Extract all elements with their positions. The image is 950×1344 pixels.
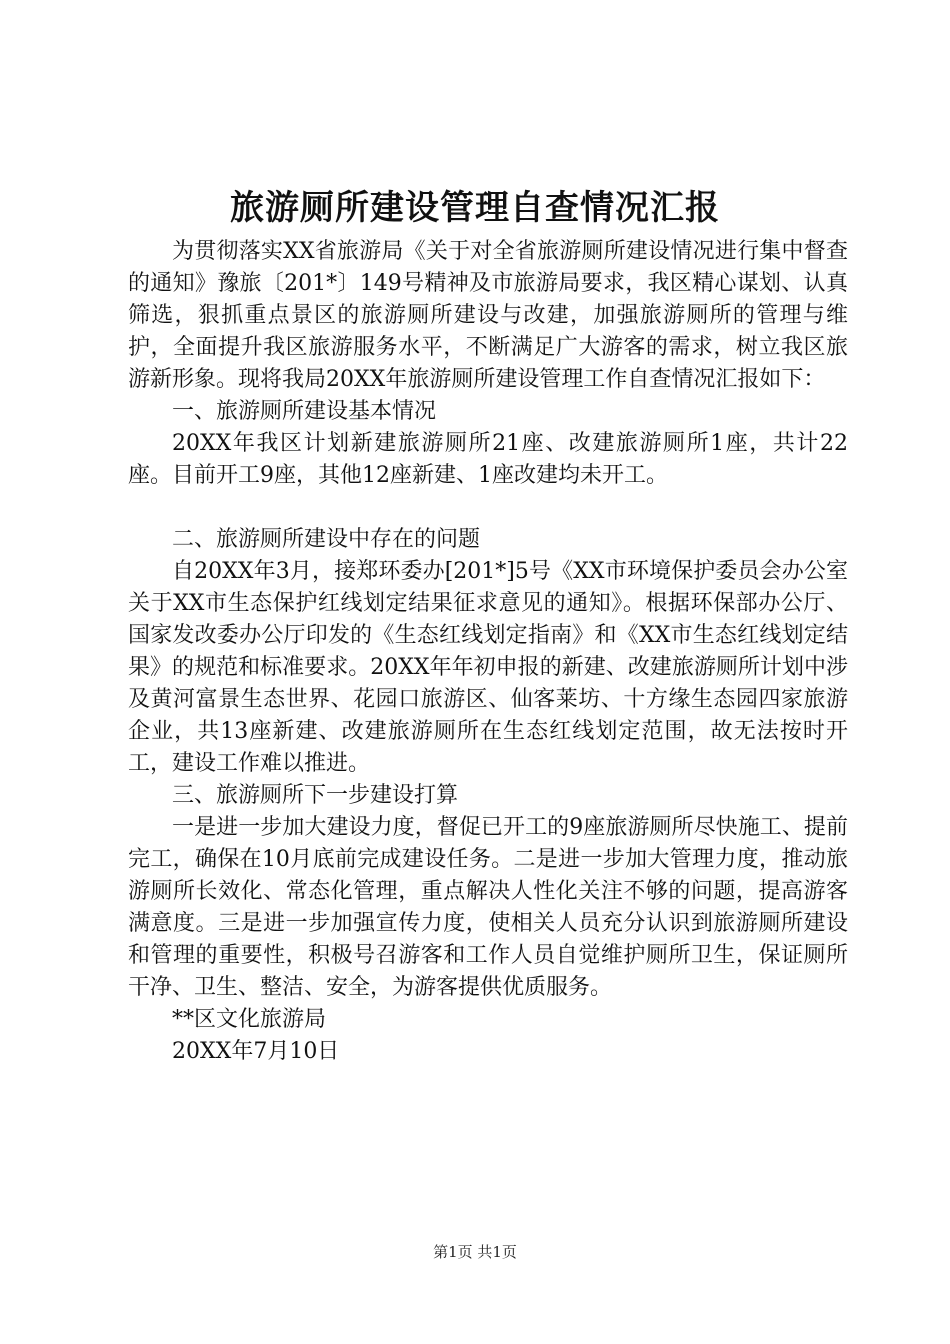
intro-paragraph: 为贯彻落实XX省旅游局《关于对全省旅游厕所建设情况进行集中督查的通知》豫旅〔201*〕149号精神及市旅游局要求，我区精心谋划、认真筛选，狠抓重点景区的旅游厕所建设与改建，加强旅游厕所的管理与维护，全面提升我区旅游服务水平，不断满足广大游客的需求，树立我区旅游新形象。现将我局20XX年旅游厕所建设管理工作自查情况汇报如下： [128,239,848,392]
date-line: 20XX年7月10日 [172,1039,340,1064]
section-2-paragraph: 自20XX年3月，接郑环委办[201*]5号《XX市环境保护委员会办公室关于XX市生态保护红线划定结果征求意见的通知》。根据环保部办公厅、国家发改委办公厅印发的《生态红线划定指南》和《XX市生态红线划定结果》的规范和标准要求。20XX年年初申报的新建、改建旅游厕所计划中涉及黄河富景生态世界、花园口旅游区、仙客莱坊、十方缘生态园四家旅游企业，共13座新建、改建旅游厕所在生态红线划定范围，故无法按时开工，建设工作难以推进。 [128,559,848,776]
signature-line: **区文化旅游局 [172,1007,327,1032]
document-body [128,236,848,1068]
section-1-heading: 一、旅游厕所建设基本情况 [172,399,437,424]
section-3-paragraph: 一是进一步加大建设力度，督促已开工的9座旅游厕所尽快施工、提前完工，确保在10月底前完成建设任务。二是进一步加大管理力度，推动旅游厕所长效化、常态化管理，重点解决人性化关注不够的问题，提高游客满意度。三是进一步加强宣传力度，使相关人员充分认识到旅游厕所建设和管理的重要性，积极号召游客和工作人员自觉维护厕所卫生，保证厕所干净、卫生、整洁、安全，为游客提供优质服务。 [128,815,848,1000]
section-2-heading: 二、旅游厕所建设中存在的问题 [172,527,481,552]
section-1-paragraph: 20XX年我区计划新建旅游厕所21座、改建旅游厕所1座，共计22座。目前开工9座，其他12座新建、1座改建均未开工。 [128,431,848,488]
page-footer: 第1页 共1页 [433,1243,517,1261]
section-3-heading: 三、旅游厕所下一步建设打算 [172,783,459,808]
document-title: 旅游厕所建设管理自查情况汇报 [230,188,720,228]
